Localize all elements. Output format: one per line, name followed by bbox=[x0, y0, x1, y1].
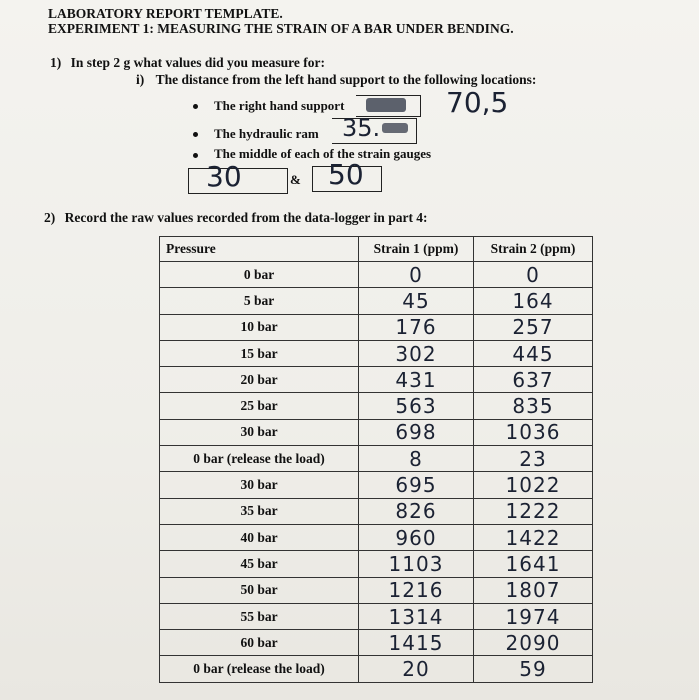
gauge-value-2: 50 bbox=[328, 158, 364, 191]
strain-2-cell: 1422 bbox=[474, 524, 593, 550]
answer-right-support: 70,5 bbox=[446, 86, 509, 119]
strain-1-cell: 826 bbox=[359, 498, 474, 524]
table-header-row bbox=[160, 237, 593, 262]
table-row bbox=[160, 367, 593, 393]
strain-2-cell: 835 bbox=[474, 393, 593, 419]
strain-1-cell: 960 bbox=[359, 524, 474, 550]
pressure-cell: 40 bar bbox=[160, 524, 359, 550]
strain-1-cell: 176 bbox=[359, 314, 474, 340]
pressure-cell: 0 bar (release the load) bbox=[160, 656, 359, 682]
strain-1-cell: 8 bbox=[359, 446, 474, 472]
question-1 bbox=[50, 55, 325, 71]
gauge-ampersand: & bbox=[290, 172, 301, 187]
strain-1-cell: 431 bbox=[359, 367, 474, 393]
table-row bbox=[160, 472, 593, 498]
bullet-icon bbox=[193, 104, 198, 109]
strain-2-cell: 257 bbox=[474, 314, 593, 340]
bullet-icon bbox=[193, 132, 198, 137]
pressure-cell: 15 bar bbox=[160, 340, 359, 366]
table-row bbox=[160, 524, 593, 550]
strain-1-cell: 1314 bbox=[359, 603, 474, 629]
pressure-cell: 50 bar bbox=[160, 577, 359, 603]
question-2-number: 2) bbox=[44, 210, 56, 225]
item-label-right-support: The right hand support bbox=[214, 98, 345, 113]
raw-values-table bbox=[159, 236, 593, 683]
header-strain-2: Strain 2 (ppm) bbox=[474, 237, 593, 262]
table-row bbox=[160, 577, 593, 603]
table-row bbox=[160, 340, 593, 366]
pressure-cell: 0 bar bbox=[160, 262, 359, 288]
table-row bbox=[160, 262, 593, 288]
gauge-value-1: 30 bbox=[206, 160, 242, 193]
table-row bbox=[160, 656, 593, 682]
strain-1-cell: 20 bbox=[359, 656, 474, 682]
strain-2-cell: 1036 bbox=[474, 419, 593, 445]
question-1-number: 1) bbox=[50, 55, 62, 70]
header-strain-1: Strain 1 (ppm) bbox=[359, 237, 474, 262]
strain-2-cell: 1974 bbox=[474, 603, 593, 629]
strain-1-cell: 563 bbox=[359, 393, 474, 419]
strain-1-cell: 302 bbox=[359, 340, 474, 366]
strain-1-cell: 695 bbox=[359, 472, 474, 498]
strain-2-cell: 445 bbox=[474, 340, 593, 366]
table-row bbox=[160, 603, 593, 629]
pressure-cell: 60 bar bbox=[160, 630, 359, 656]
strain-1-cell: 45 bbox=[359, 288, 474, 314]
strain-2-cell: 1222 bbox=[474, 498, 593, 524]
strain-2-cell: 1022 bbox=[474, 472, 593, 498]
pressure-cell: 30 bar bbox=[160, 419, 359, 445]
strain-2-cell: 1807 bbox=[474, 577, 593, 603]
question-1-text: In step 2 g what values did you measure for: bbox=[70, 55, 326, 70]
pressure-cell: 45 bar bbox=[160, 551, 359, 577]
question-2 bbox=[44, 210, 428, 226]
pressure-cell: 20 bar bbox=[160, 367, 359, 393]
header-pressure: Pressure bbox=[160, 237, 359, 262]
pressure-cell: 35 bar bbox=[160, 498, 359, 524]
question-1-sub-number: i) bbox=[136, 72, 145, 87]
strain-1-cell: 1216 bbox=[359, 577, 474, 603]
strain-1-cell: 698 bbox=[359, 419, 474, 445]
strain-2-cell: 59 bbox=[474, 656, 593, 682]
table-row bbox=[160, 551, 593, 577]
strain-2-cell: 637 bbox=[474, 367, 593, 393]
item-label-strain-gauges: The middle of each of the strain gauges bbox=[214, 146, 432, 161]
answer-hydraulic-ram: 35. bbox=[342, 114, 381, 142]
item-label-hydraulic-ram: The hydraulic ram bbox=[214, 126, 319, 141]
pressure-cell: 5 bar bbox=[160, 288, 359, 314]
pressure-cell: 30 bar bbox=[160, 472, 359, 498]
question-2-text: Record the raw values recorded from the data-logger in part 4: bbox=[64, 210, 428, 225]
strain-2-cell: 0 bbox=[474, 262, 593, 288]
table-row bbox=[160, 419, 593, 445]
pressure-cell: 10 bar bbox=[160, 314, 359, 340]
strain-2-cell: 1641 bbox=[474, 551, 593, 577]
strain-2-cell: 164 bbox=[474, 288, 593, 314]
bullet-icon bbox=[193, 153, 198, 158]
strain-1-cell: 1415 bbox=[359, 630, 474, 656]
strain-2-cell: 2090 bbox=[474, 630, 593, 656]
pressure-cell: 25 bar bbox=[160, 393, 359, 419]
scribble-mark bbox=[382, 123, 408, 133]
table-row bbox=[160, 630, 593, 656]
pressure-cell: 0 bar (release the load) bbox=[160, 446, 359, 472]
table-row bbox=[160, 393, 593, 419]
strain-1-cell: 1103 bbox=[359, 551, 474, 577]
report-title: LABORATORY REPORT TEMPLATE. bbox=[48, 6, 283, 21]
experiment-title: EXPERIMENT 1: MEASURING THE STRAIN OF A BAR UNDER BENDING. bbox=[48, 21, 514, 36]
table-row bbox=[160, 314, 593, 340]
table-row bbox=[160, 498, 593, 524]
table-row bbox=[160, 288, 593, 314]
scribble-mark bbox=[366, 98, 406, 112]
pressure-cell: 55 bar bbox=[160, 603, 359, 629]
strain-2-cell: 23 bbox=[474, 446, 593, 472]
table-row bbox=[160, 446, 593, 472]
question-1-sub-text: The distance from the left hand support to the following locations: bbox=[155, 72, 537, 87]
strain-1-cell: 0 bbox=[359, 262, 474, 288]
